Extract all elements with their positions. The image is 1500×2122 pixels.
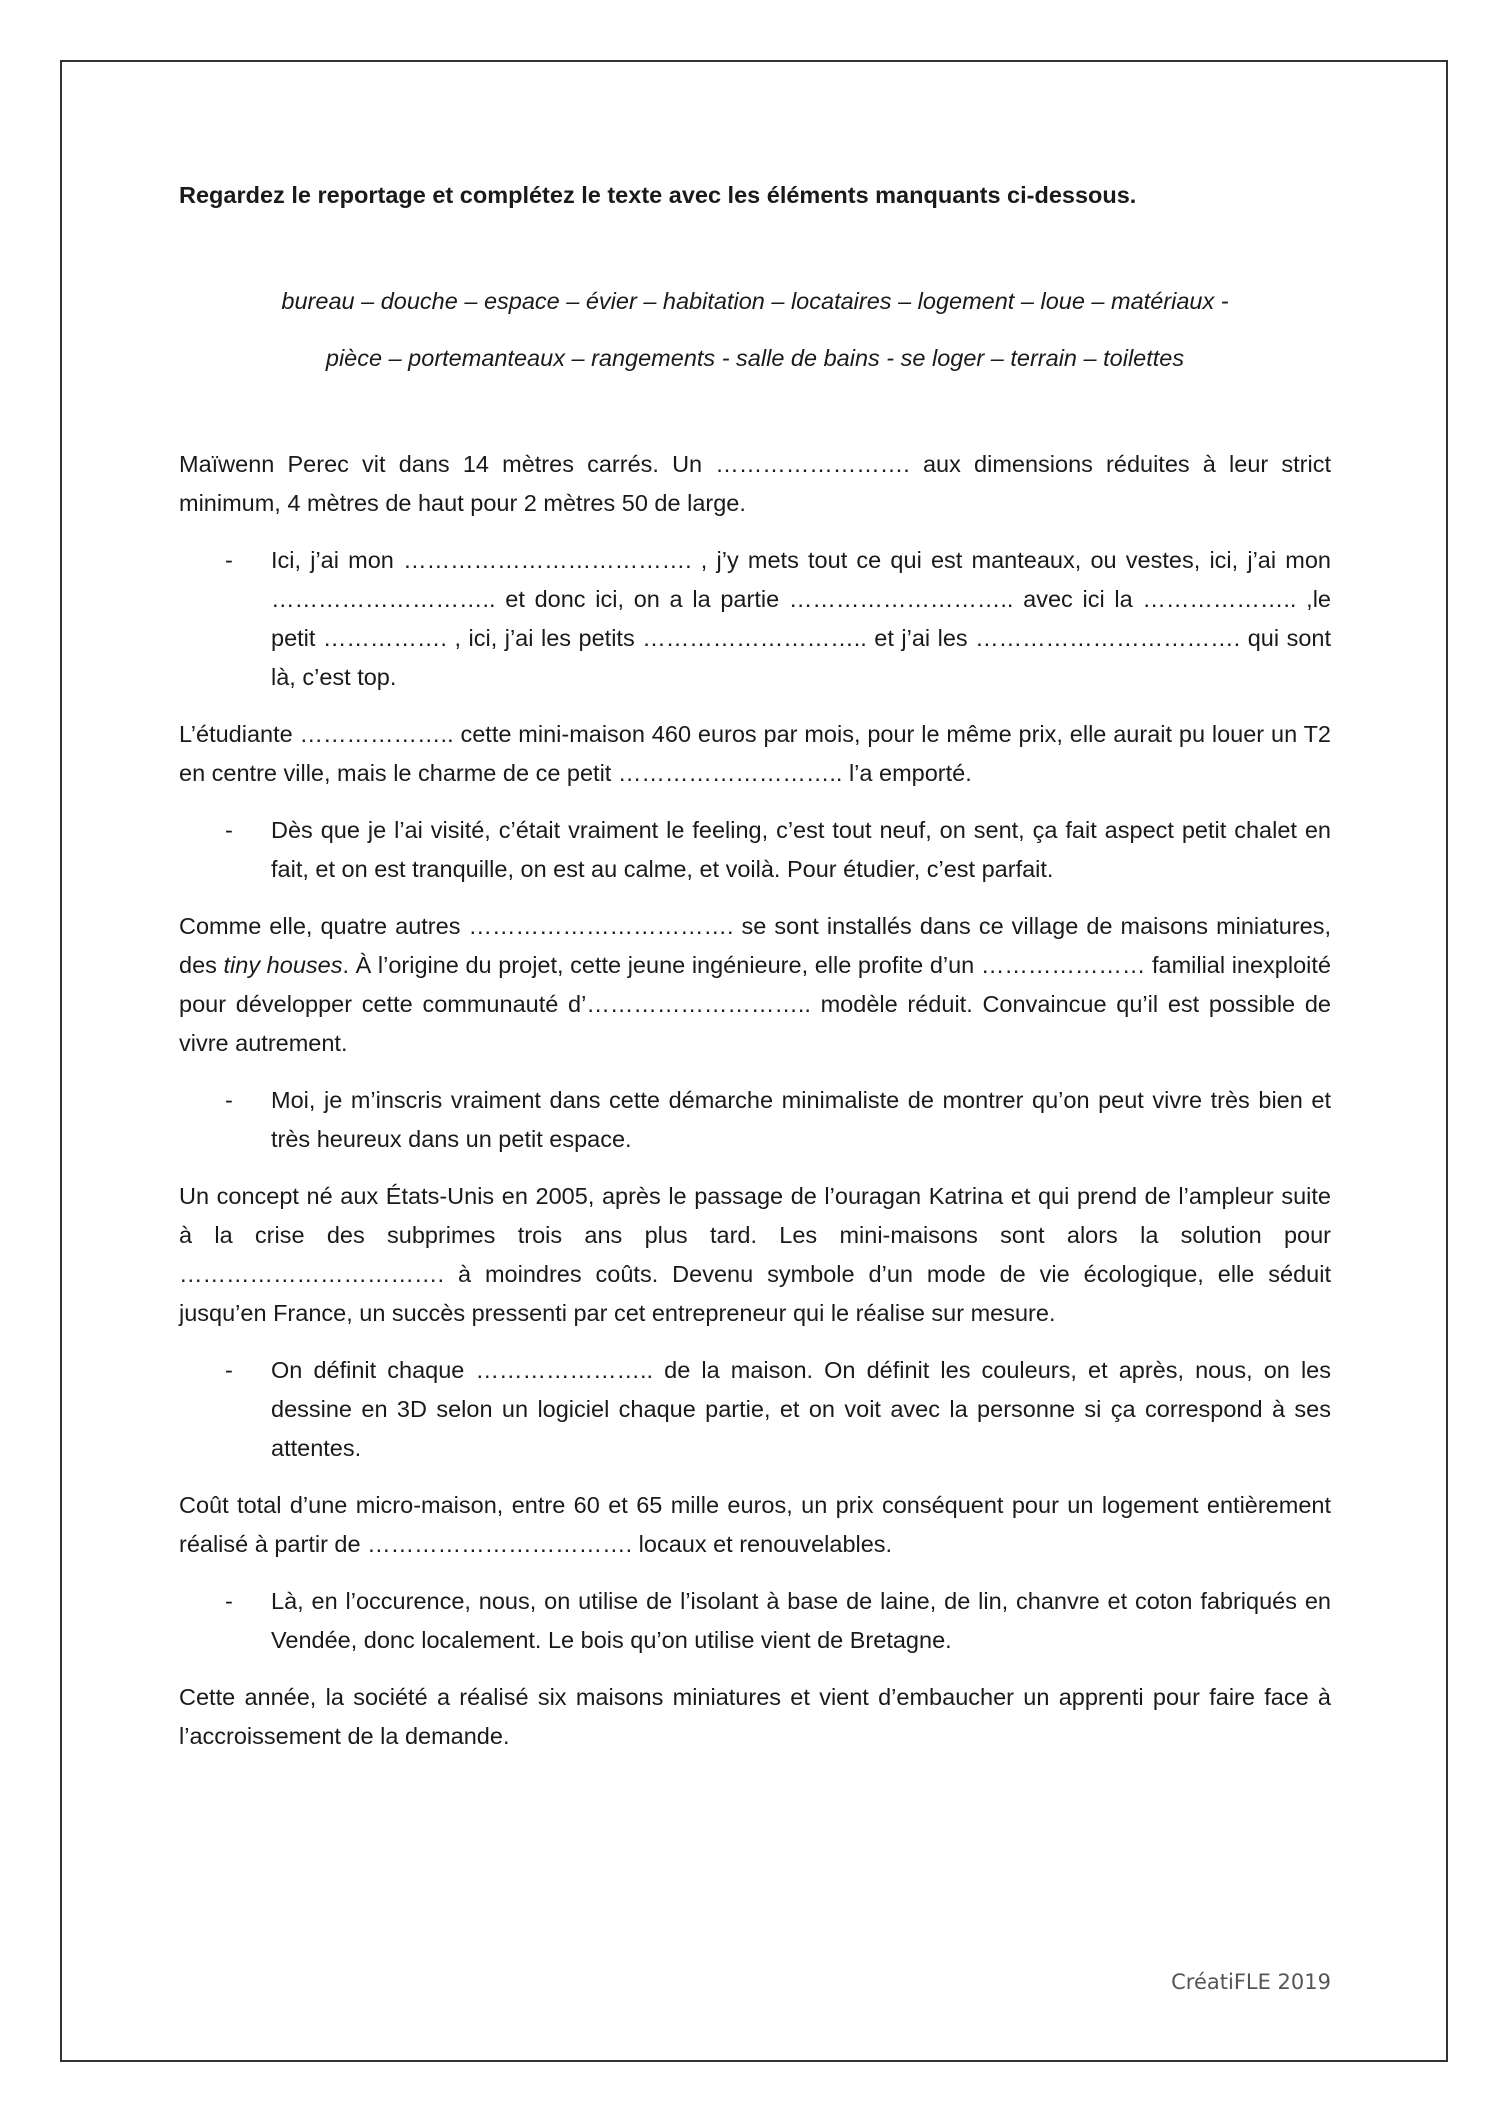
word-bank-line: bureau – douche – espace – évier – habitation – locataires – logement – loue – matériaux - bbox=[281, 288, 1229, 314]
paragraph-text: Comme elle, quatre autres ……………………………. se sont installés dans ce village de maisons miniatures, des bbox=[179, 913, 1331, 978]
paragraph-text: . À l’origine du projet, cette jeune ingénieure, elle profite d’un ………………… familial inexploité pour développer cette communauté d’……………………….. modèle réduit. Convaincue qu’il est possible de vivre autrement. bbox=[179, 952, 1331, 1056]
paragraph: Un concept né aux États-Unis en 2005, après le passage de l’ouragan Katrina et qui prend de l’ampleur suite à la crise des subprimes trois ans plus tard. Les mini-maisons sont alors la solution pour ……………………………. à moindres coûts. Devenu symbole d’un mode de vie écologique, elle séduit jusqu’en France, un succès pressenti par cet entrepreneur qui le réalise sur mesure. bbox=[179, 1183, 1331, 1326]
italic-term: tiny houses bbox=[223, 952, 343, 978]
paragraph: Maïwenn Perec vit dans 14 mètres carrés. Un ……………………. aux dimensions réduites à leur strict minimum, 4 mètres de haut pour 2 mètres 50 de large. bbox=[179, 451, 1331, 516]
paragraph: Coût total d’une micro-maison, entre 60 et 65 mille euros, un prix conséquent pour un logement entièrement réalisé à partir de ……………………………. locaux et renouvelables. bbox=[179, 1492, 1331, 1557]
gap-fill-text bbox=[179, 445, 1331, 1756]
paragraph bbox=[179, 907, 1331, 1063]
dialog-line bbox=[179, 541, 1331, 697]
word-bank-line: pièce – portemanteaux – rangements - salle de bains - se loger – terrain – toilettes bbox=[325, 345, 1185, 371]
dialog-dash: - bbox=[225, 547, 233, 573]
dialog-text: On définit chaque ………………….. de la maison. On définit les couleurs, et après, nous, on les dessine en 3D selon un logiciel chaque partie, et on voit avec la personne si ça correspond à ses attentes. bbox=[271, 1357, 1331, 1461]
paragraph: L’étudiante ……………….. cette mini-maison 460 euros par mois, pour le même prix, elle aurait pu louer un T2 en centre ville, mais le charme de ce petit ……………………….. l’a emporté. bbox=[179, 721, 1331, 786]
dialog-text: Là, en l’occurence, nous, on utilise de l’isolant à base de laine, de lin, chanvre et coton fabriqués en Vendée, donc localement. Le bois qu’on utilise vient de Bretagne. bbox=[271, 1588, 1331, 1653]
worksheet-content bbox=[179, 176, 1331, 1774]
dialog-text: Dès que je l’ai visité, c’était vraiment le feeling, c’est tout neuf, on sent, ça fait aspect petit chalet en fait, et on est tranquille, on est au calme, et voilà. Pour étudier, c’est parfait. bbox=[271, 817, 1331, 882]
dialog-dash: - bbox=[225, 1588, 233, 1614]
paragraph: Cette année, la société a réalisé six maisons miniatures et vient d’embaucher un apprenti pour faire face à l’accroissement de la demande. bbox=[179, 1684, 1331, 1749]
word-bank bbox=[179, 273, 1331, 387]
footer-credit: CréatiFLE 2019 bbox=[1171, 1970, 1331, 1994]
dialog-dash: - bbox=[225, 1357, 233, 1383]
dialog-dash: - bbox=[225, 1087, 233, 1113]
dialog-text: Ici, j’ai mon ………………………………. , j’y mets tout ce qui est manteaux, ou vestes, ici, j’ai mon ……………………….. et donc ici, on a la partie ……………………….. avec ici la ……………….. ,le petit ……………. , ici, j’ai les petits ……………………….. et j’ai les ……………………………. qui sont là, c’est top. bbox=[271, 547, 1331, 690]
dialog-text: Moi, je m’inscris vraiment dans cette démarche minimaliste de montrer qu’on peut vivre très bien et très heureux dans un petit espace. bbox=[271, 1087, 1331, 1152]
dialog-dash: - bbox=[225, 817, 233, 843]
instruction: Regardez le reportage et complétez le texte avec les éléments manquants ci-dessous. bbox=[179, 182, 1137, 208]
dialog-line bbox=[179, 1081, 1331, 1159]
dialog-line bbox=[179, 1351, 1331, 1468]
dialog-line bbox=[179, 1582, 1331, 1660]
dialog-line bbox=[179, 811, 1331, 889]
